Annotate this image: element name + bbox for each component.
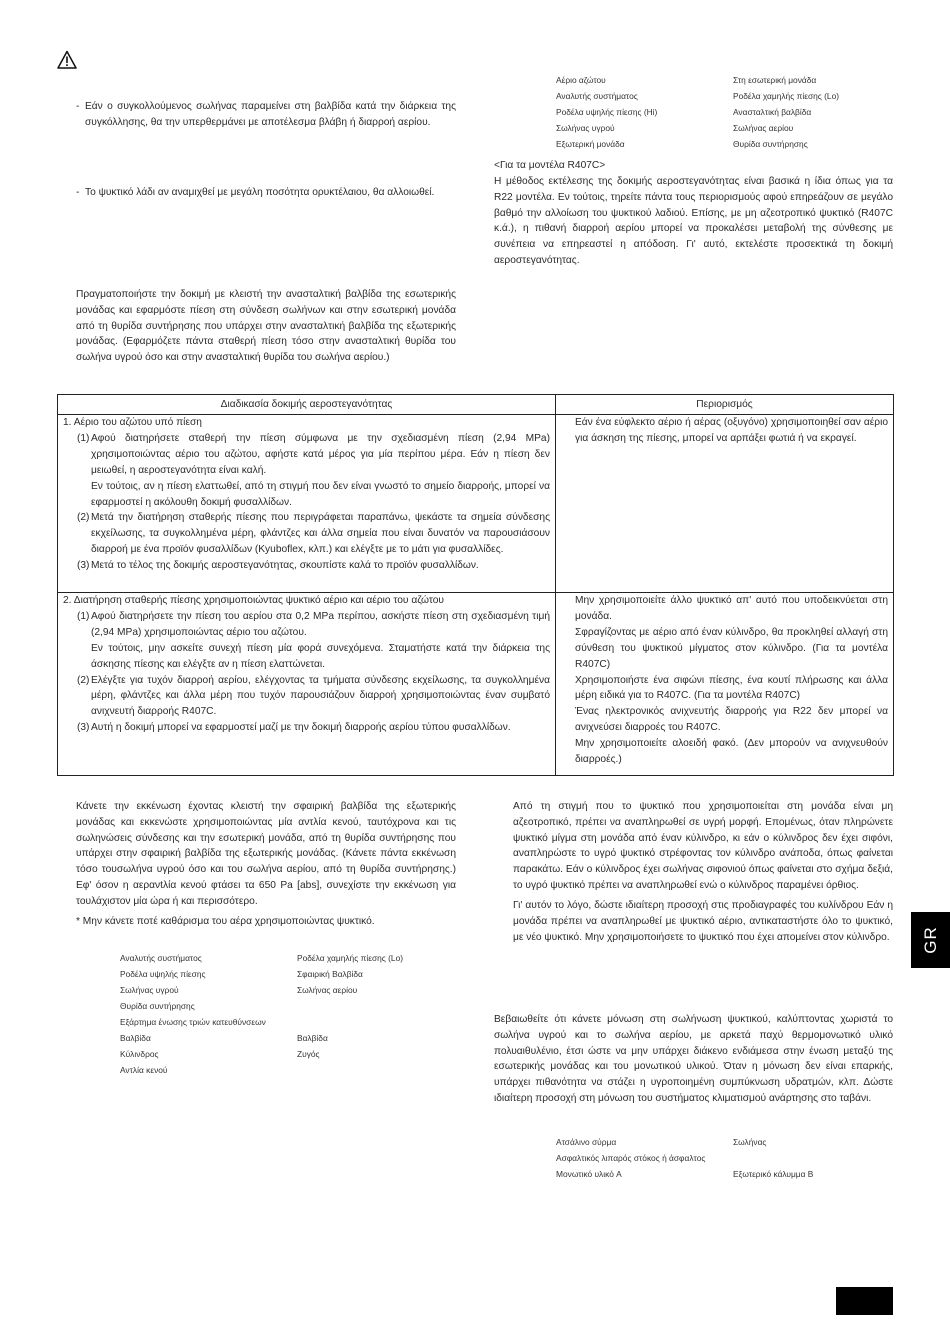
legend-label: Σωλήνας αερίου xyxy=(733,123,794,133)
legend-label: Ροδέλα υψηλής πίεσης xyxy=(120,969,206,979)
legend-label: Μονωτικό υλικό A xyxy=(556,1169,622,1179)
bullet-valve-overheat: - Εάν ο συγκολλούμενος σωλήνας παραμείνει στη βαλβίδα κατά την διάρκεια της συγκόλλησης, θα την υπερθερμάνει με αποτέλεσμα βλάβη ή διαρροή αερίου. xyxy=(76,99,456,131)
procedure-title: 2. Διατήρηση σταθερής πίεσης χρησιμοποιώντας ψυκτικό αέριο και αέριο του αζώτου xyxy=(63,595,444,606)
warning-icon xyxy=(57,50,77,70)
step-number: (1) xyxy=(77,432,90,444)
step-text: Μετά το τέλος της δοκιμής αεροστεγανότητας, σκουπίστε καλά το προϊόν φυσαλλίδων. xyxy=(91,560,479,572)
legend-row xyxy=(556,120,894,136)
legend-label: Εξωτερική μονάδα xyxy=(556,139,625,149)
legend-row xyxy=(556,136,894,152)
r407c-heading: <Για τα μοντέλα R407C> xyxy=(494,160,606,171)
restriction-item: Χρησιμοποιήστε ένα σιφώνι πίεσης, ένα κουτί πλήρωσης και άλλα μέρη ειδικά για το R407C. (Για τα μοντέλα R407C) xyxy=(575,674,888,702)
legend-label: Αναλυτής συστήματος xyxy=(556,91,638,101)
legend-label: Σωλήνας υγρού xyxy=(120,985,179,995)
table-header-restriction: Περιορισμός xyxy=(696,399,753,410)
vacuum-paragraph: Κάνετε την εκκένωση έχοντας κλειστή την σφαιρική βαλβίδα της εξωτερικής μονάδας και εκκενώστε χρησιμοποιώντας μία αντλία κενού, ταυτόχρονα και τις σωληνώσεις σύνδεσης και την εσωτερική μονάδα, από τη θυρίδα συντήρησης που υπάρχει στην σφαιρική βαλβίδα της εξωτερικής μονάδας. (Κάνετε πάντα εκκένωση τόσο τουσωλήνα υγρού όσο και του σωλήνα αερίου, από τη θυρίδα συντήρησης.) Εφ' όσον η αερανtλία κενού φτάσει τα 650 Pa [abs], συνεχίστε την εκκένωση για τουλάχιστον μία ώρα ή και περισσότερο. xyxy=(76,801,456,907)
procedure-step xyxy=(63,609,550,641)
airtight-test-paragraph: Πραγματοποιήστε την δοκιμή με κλειστή την ανασταλτική βαλβίδα της εσωτερικής μονάδας και εφαρμόστε πίεση στη σύνδεση σωλήνων και στην εσωτερική μονάδα από τη θυρίδα συντήρησης που υπάρχει στην ανασταλτική βαλβίδα της εξωτερικής μονάδας. (Εφαρμόζετε πάντα σταθερή πίεση τόσο στην ανασταλτική θυρίδα του σωλήνα υγρού όσο και στην ανασταλτική θυρίδα του σωλήνα αερίου.) xyxy=(76,289,456,364)
legend-label: Σφαιρική Βαλβίδα xyxy=(297,969,363,979)
procedure-step xyxy=(63,510,550,558)
legend-label: Θυρίδα συντήρησης xyxy=(120,1001,195,1011)
legend-row xyxy=(120,950,440,966)
legend-label: Βαλβίδα xyxy=(297,1033,328,1043)
legend-row xyxy=(120,982,440,998)
legend-label: Αντλία κενού xyxy=(120,1065,168,1075)
vacuum-note: * Μην κάνετε ποτέ καθάρισμα του αέρα χρησιμοποιώντας ψυκτικό. xyxy=(76,916,375,927)
step-text: Μετά την διατήρηση σταθερής πίεσης που περιγράφεται παραπάνω, ψεκάστε τα σημεία σύνδεσης εκχείλωσης, τα συγκολλημένα μέρη, φλάντζες και άλλα σημεία που είναι δυνατόν να παρουσιάσουν διαρροή με ένα προϊόν φυσαλλίδων (Kyuboflex, κλπ.) και ελέγξτε με το μάτι για φυσαλλίδες. xyxy=(91,512,550,556)
language-tab xyxy=(911,912,950,968)
legend-label: Αναλυτής συστήματος xyxy=(120,953,202,963)
legend-label: Ατσάλινο σύρμα xyxy=(556,1137,617,1147)
charge-paragraph-2: Γι' αυτόν το λόγο, δώστε ιδιαίτερη προσοχή στις προδιαγραφές του κυλίνδρου Εάν η μονάδα πρέπει να αναπληρωθεί με ψυκτικό αέριο, αντικαταστήστε όλο το ψυκτικό, με νέο ψυκτικό. Μην χρησιμοποιήσετε το ψυκτικό που έχει απομείνει στον κύλινδρο. xyxy=(513,900,893,943)
step-text: Ελέγξτε για τυχόν διαρροή αερίου, ελέγχοντας τα τμήματα σύνδεσης εκχείλωσης, τα συγκολλημένα μέρη, φλάντζες και άλλα μέρη που τυχόν παρουσιάζουν διαρροή χρησιμοποιώντας έναν συμβατό ανιχνευτή διαρροής R407C. xyxy=(91,674,550,718)
legend-label: Αέριο αζώτου xyxy=(556,75,606,85)
legend-row xyxy=(556,1166,894,1182)
step-number: (2) xyxy=(77,512,90,524)
restriction-item: Σφραγίζοντας με αέριο από έναν κύλινδρο, θα προκληθεί αλλαγή στη σύνθεση του ψυκτικού μίγματος στον κύλινδρο. (Για τα μοντέλα R407C) xyxy=(575,626,888,670)
legend-label: Ανασταλτική βαλβίδα xyxy=(733,107,812,117)
table-divider xyxy=(555,395,556,775)
step-text: Αφού διατηρήσετε την πίεση του αερίου στα 0,2 MPa περίπου, ασκήστε πίεση στη σχεδιασμένη τιμή (2,94 MPa) χρησιμοποιώντας αέριο του αζώτου. xyxy=(91,610,550,638)
step-text: Αυτή η δοκιμή μπορεί να εφαρμοστεί μαζί με την δοκιμή διαρροής αερίου τύπου φυσαλλίδων. xyxy=(91,722,511,734)
legend-row xyxy=(120,1030,440,1046)
legend-row xyxy=(120,1062,440,1078)
legend-label: Ροδέλα υψηλής πίεσης (Hi) xyxy=(556,107,658,117)
legend-vacuum xyxy=(120,950,440,1078)
step-number: (2) xyxy=(77,674,90,686)
legend-insulation xyxy=(556,1134,894,1182)
step-text: Εν τούτοις, αν η πίεση ελαττωθεί, από τη στιγμή που δεν είναι γνωστό το σημείο διαρροής, μπορεί να εφαρμοστεί η ακόλουθη δοκιμή φυσαλλίδων. xyxy=(91,480,550,508)
legend-top xyxy=(556,72,894,152)
legend-label: Βαλβίδα xyxy=(120,1033,151,1043)
insulation-paragraph: Βεβαιωθείτε ότι κάνετε μόνωση στη σωλήνωση ψυκτικού, καλύπτοντας χωριστά το σωλήνα υγρού και το σωλήνα αερίου, με αρκετά παχύ θερμομονωτικό υλικό πολυαιθυλένιο, έτσι ώστε να μην υπάρχει διάκενο ενδιάμεσα στην ένωση μεταξύ της εσωτερικής μονάδας και του μονωτικού υλικού. Όταν η μόνωση δεν είναι επαρκής, υπάρχει πιθανότητα να στάζει η υγροποιημένη συμπύκνωση υδρατμών, κλπ. Δώστε ιδιαίτερη προσοχή στη μόνωση του συστήματος κλιματισμού ανάρτησης στο ταβάνι. xyxy=(494,1014,893,1104)
legend-row xyxy=(556,104,894,120)
procedure-step xyxy=(63,479,550,511)
procedure-step xyxy=(63,558,550,574)
bullet-oil-mix: - Το ψυκτικό λάδι αν αναμιχθεί με μεγάλη ποσότητα ορυκτέλαιου, θα αλλοιωθεί. xyxy=(76,185,456,201)
legend-row xyxy=(120,1014,440,1030)
table-cell-procedure-2 xyxy=(63,593,550,736)
r407c-paragraph: Η μέθοδος εκτέλεσης της δοκιμής αεροστεγανότητας είναι βασικά η ίδια όπως για τα R22 μοντέλα. Εν τούτοις, τηρείτε πάντα τους περιορισμούς αφού επηρεάζουν σε μεγάλο βαθμό την αλλοίωση του ψυκτικού λαδιού. Επίσης, με μη αζεοτροπικό ψυκτικό (R407C κ.ά.), η πιθανή διαρροή αερίου μπορεί να προκαλέσει μεταβολή της σύνθεσης με συνέπεια να επηρεαστεί η απόδοση. Γι' αυτό, εκτελέστε προσεκτικά τη δοκιμή αεροστεγανότητας. xyxy=(494,176,893,266)
legend-label: Σωλήνας υγρού xyxy=(556,123,615,133)
legend-row xyxy=(556,1150,894,1166)
step-text: Αφού διατηρήσετε σταθερή την πίεση σύμφωνα με την σχεδιασμένη πίεση (2,94 MPa) χρησιμοποιώντας αέριο του αζώτου, αφήστε κατά μέρος για μία περίπου μέρα. Εάν η πίεση δεν μειωθεί, η αεροστεγανότητα είναι καλή. xyxy=(91,432,550,476)
legend-label: Εξωτερικό κάλυμμα B xyxy=(733,1169,814,1179)
restriction-item: Μην χρησιμοποιείτε άλλο ψυκτικό απ' αυτό που υποδεικνύεται στη μονάδα. xyxy=(575,595,888,622)
legend-row xyxy=(120,966,440,982)
procedure-title: 1. Αέριο του αζώτου υπό πίεση xyxy=(63,417,202,428)
page-number-block xyxy=(836,1287,893,1315)
restriction-item: Ένας ηλεκτρονικός ανιχνευτής διαρροής για R22 δεν μπορεί να ανιχνεύσει διαρροές του R407C. xyxy=(575,706,888,734)
procedure-step xyxy=(63,641,550,673)
legend-label: Ροδέλα χαμηλής πίεσης (Lo) xyxy=(733,91,840,101)
language-tab-label: GR xyxy=(920,926,940,954)
legend-label: Κύλινδρος xyxy=(120,1049,159,1059)
charge-paragraph-1: Από τη στιγμή που το ψυκτικό που χρησιμοποιείται στη μονάδα είναι μη αζεοτροπικό, πρέπει να αναπληρωθεί σε υγρή μορφή. Επομένως, όταν πληρώνετε ψυκτικό μίγμα στη μονάδα από έναν κύλινδρο, κι εάν ο κύλινδρος δεν έχει σιφόνι, αναπληρώστε το υγρό ψυκτικό στρέφοντας τον κύλινδρο ανάποδα, όπως φαίνεται παρακάτω. Εάν ο κύλινδρος έχει σωλήνας σιφονιού όπως φαίνεται στο σχήμα δεξιά, το υγρό ψυκτικό πρέπει να αναπληρωθεί ενώ ο κύλινδρος παραμένει όρθιος. xyxy=(513,801,893,891)
table-cell-restriction-2 xyxy=(575,593,888,768)
procedure-step xyxy=(63,720,550,736)
legend-label: Ασφαλτικός λιπαρός στόκος ή άσφαλτος xyxy=(556,1153,706,1163)
legend-label: Στη εσωτερική μονάδα xyxy=(733,75,817,85)
legend-label: Ζυγός xyxy=(297,1049,320,1059)
table-cell-procedure-1 xyxy=(63,415,550,574)
legend-row xyxy=(120,998,440,1014)
legend-row xyxy=(120,1046,440,1062)
procedure-step xyxy=(63,673,550,721)
airtight-test-table xyxy=(57,394,894,776)
procedure-step xyxy=(63,431,550,479)
legend-row xyxy=(556,88,894,104)
step-text: Εν τούτοις, μην ασκείτε συνεχή πίεση μία φορά συνεχόμενα. Σταματήστε κατά την διάρκεια της άσκησης πίεσης και ελέγξτε αν η πίεση ελαττώνεται. xyxy=(91,642,550,670)
legend-label: Σωλήνας xyxy=(733,1137,767,1147)
legend-label: Σωλήνας αερίου xyxy=(297,985,358,995)
table-cell-restriction-1: Εάν ένα εύφλεκτο αέριο ή αέρας (οξυγόνο) χρησιμοποιηθεί σαν αέριο για άσκηση της πίεσης, μπορεί να αρπάξει φωτιά ή να εκραγεί. xyxy=(575,417,888,444)
step-number: (1) xyxy=(77,610,90,622)
legend-row xyxy=(556,1134,894,1150)
restriction-item: Μην χρησιμοποιείτε αλοειδή φακό. (Δεν μπορούν να ανιχνευθούν διαρροές.) xyxy=(575,738,888,766)
step-number: (3) xyxy=(77,722,90,734)
legend-label: Ροδέλα χαμηλής πίεσης (Lo) xyxy=(297,953,404,963)
legend-label: Εξάρτημα ένωσης τριών κατευθύνσεων xyxy=(120,1017,266,1027)
bullet-text: Εάν ο συγκολλούμενος σωλήνας παραμείνει στη βαλβίδα κατά την διάρκεια της συγκόλλησης, θα την υπερθερμάνει με αποτέλεσμα βλάβη ή διαρροή αερίου. xyxy=(85,101,456,128)
legend-label: Θυρίδα συντήρησης xyxy=(733,139,808,149)
bullet-text: Το ψυκτικό λάδι αν αναμιχθεί με μεγάλη ποσότητα ορυκτέλαιου, θα αλλοιωθεί. xyxy=(85,187,435,198)
legend-row xyxy=(556,72,894,88)
table-header-procedure: Διαδικασία δοκιμής αεροστεγανότητας xyxy=(220,399,393,410)
step-number: (3) xyxy=(77,560,90,572)
